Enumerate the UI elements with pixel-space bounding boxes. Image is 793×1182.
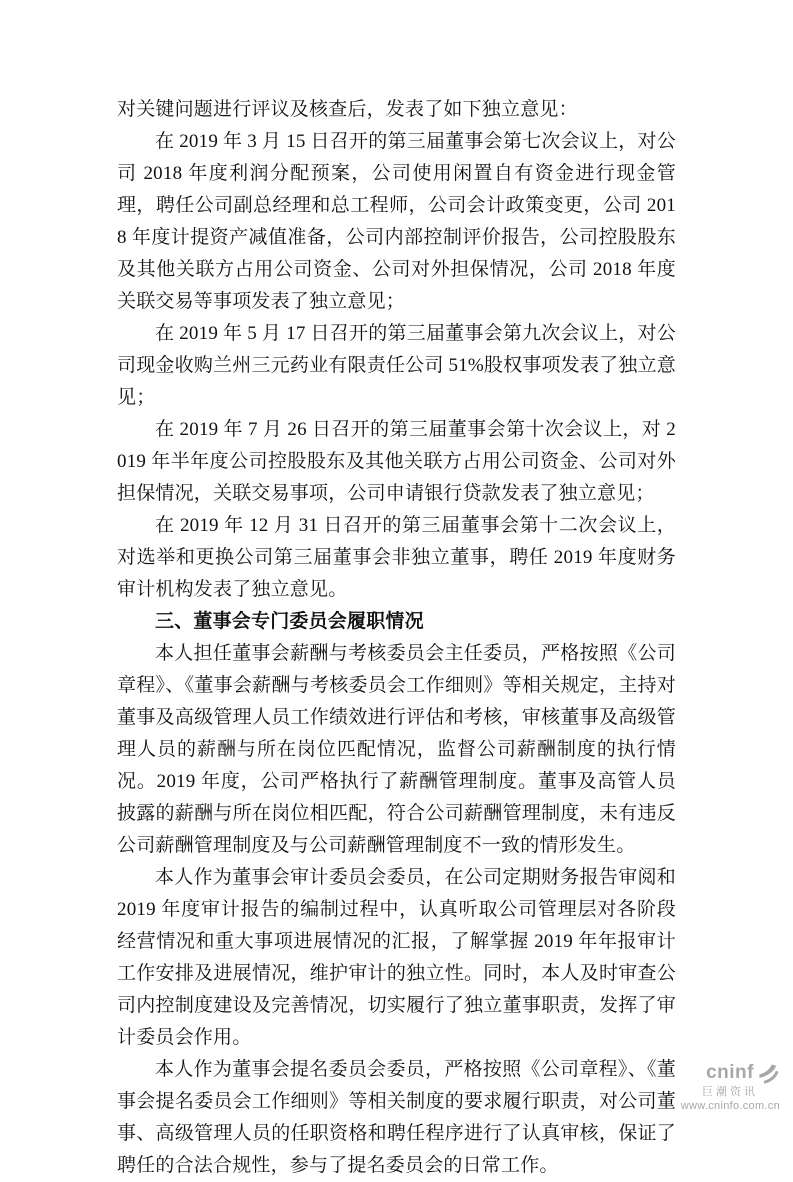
paragraph-meeting-12th: 在 2019 年 12 月 31 日召开的第三届董事会第十二次会议上，对选举和更换公司第三届董事会非独立董事，聘任 2019 年度财务审计机构发表了独立意见。 [117,515,676,600]
section-heading: 三、董事会专门委员会履职情况 [155,611,424,632]
paragraph-remuneration-committee: 本人担任董事会薪酬与考核委员会主任委员，严格按照《公司章程》、《董事会薪酬与考核委员会工作细则》等相关规定，主持对董事及高级管理人员工作绩效进行评估和考核，审核董事及高级管理人员的薪酬与所在岗位匹配情况，监督公司薪酬制度的执行情况。2019 年度，公司严格执行了薪酬管理制度。董事及高管人员披露的薪酬与所在岗位相匹配，符合公司薪酬管理制度，未有违反公司薪酬管理制度及与公司薪酬管理制度不一致的情形发生。 [117,643,676,856]
document-content [117,94,676,1182]
cninfo-watermark [681,1063,780,1112]
cninfo-chinese-name: 巨潮资讯 [702,1085,758,1098]
paragraph-nomination-committee: 本人作为董事会提名委员会委员，严格按照《公司章程》、《董事会提名委员会工作细则》等相关制度的要求履行职责，对公司董事、高级管理人员的任职资格和聘任程序进行了认真审核，保证了聘任的合法合规性，参与了提名委员会的日常工作。 [117,1059,676,1176]
cninfo-website-url: www.cninfo.com.cn [680,1099,780,1112]
paragraph-audit-committee: 本人作为董事会审计委员会委员，在公司定期财务报告审阅和 2019 年度审计报告的编制过程中，认真听取公司管理层对各阶段经营情况和重大事项进展情况的汇报，了解掌握 2019 年年报审计工作安排及进展情况，维护审计的独立性。同时，本人及时审查公司内控制度建设及完善情况，切实履行了独立董事职责，发挥了审计委员会作用。 [117,867,676,1048]
paragraph-continuation: 对关键问题进行评议及核查后，发表了如下独立意见： [117,99,578,120]
cninfo-logo-text: cninf [706,1062,754,1084]
paragraph-meeting-7th: 在 2019 年 3 月 15 日召开的第三届董事会第七次会议上，对公司 2018 年度利润分配预案，公司使用闲置自有资金进行现金管理，聘任公司副总经理和总工程师，公司会计政策变更，公司 2018 年度计提资产减值准备，公司内部控制评价报告，公司控股股东及其他关联方占用公司资金、公司对外担保情况，公司 2018 年度关联交易等事项发表了独立意见； [117,131,676,312]
paragraph-meeting-9th: 在 2019 年 5 月 17 日召开的第三届董事会第九次会议上，对公司现金收购兰州三元药业有限责任公司 51%股权事项发表了独立意见； [117,323,676,408]
cninfo-swirl-icon [756,1063,780,1085]
cninfo-logo-row [681,1063,780,1085]
paragraph-meeting-10th: 在 2019 年 7 月 26 日召开的第三届董事会第十次会议上，对 2019 年半年度公司控股股东及其他关联方占用公司资金、公司对外担保情况，关联交易事项，公司申请银行贷款发表了独立意见； [117,419,676,504]
